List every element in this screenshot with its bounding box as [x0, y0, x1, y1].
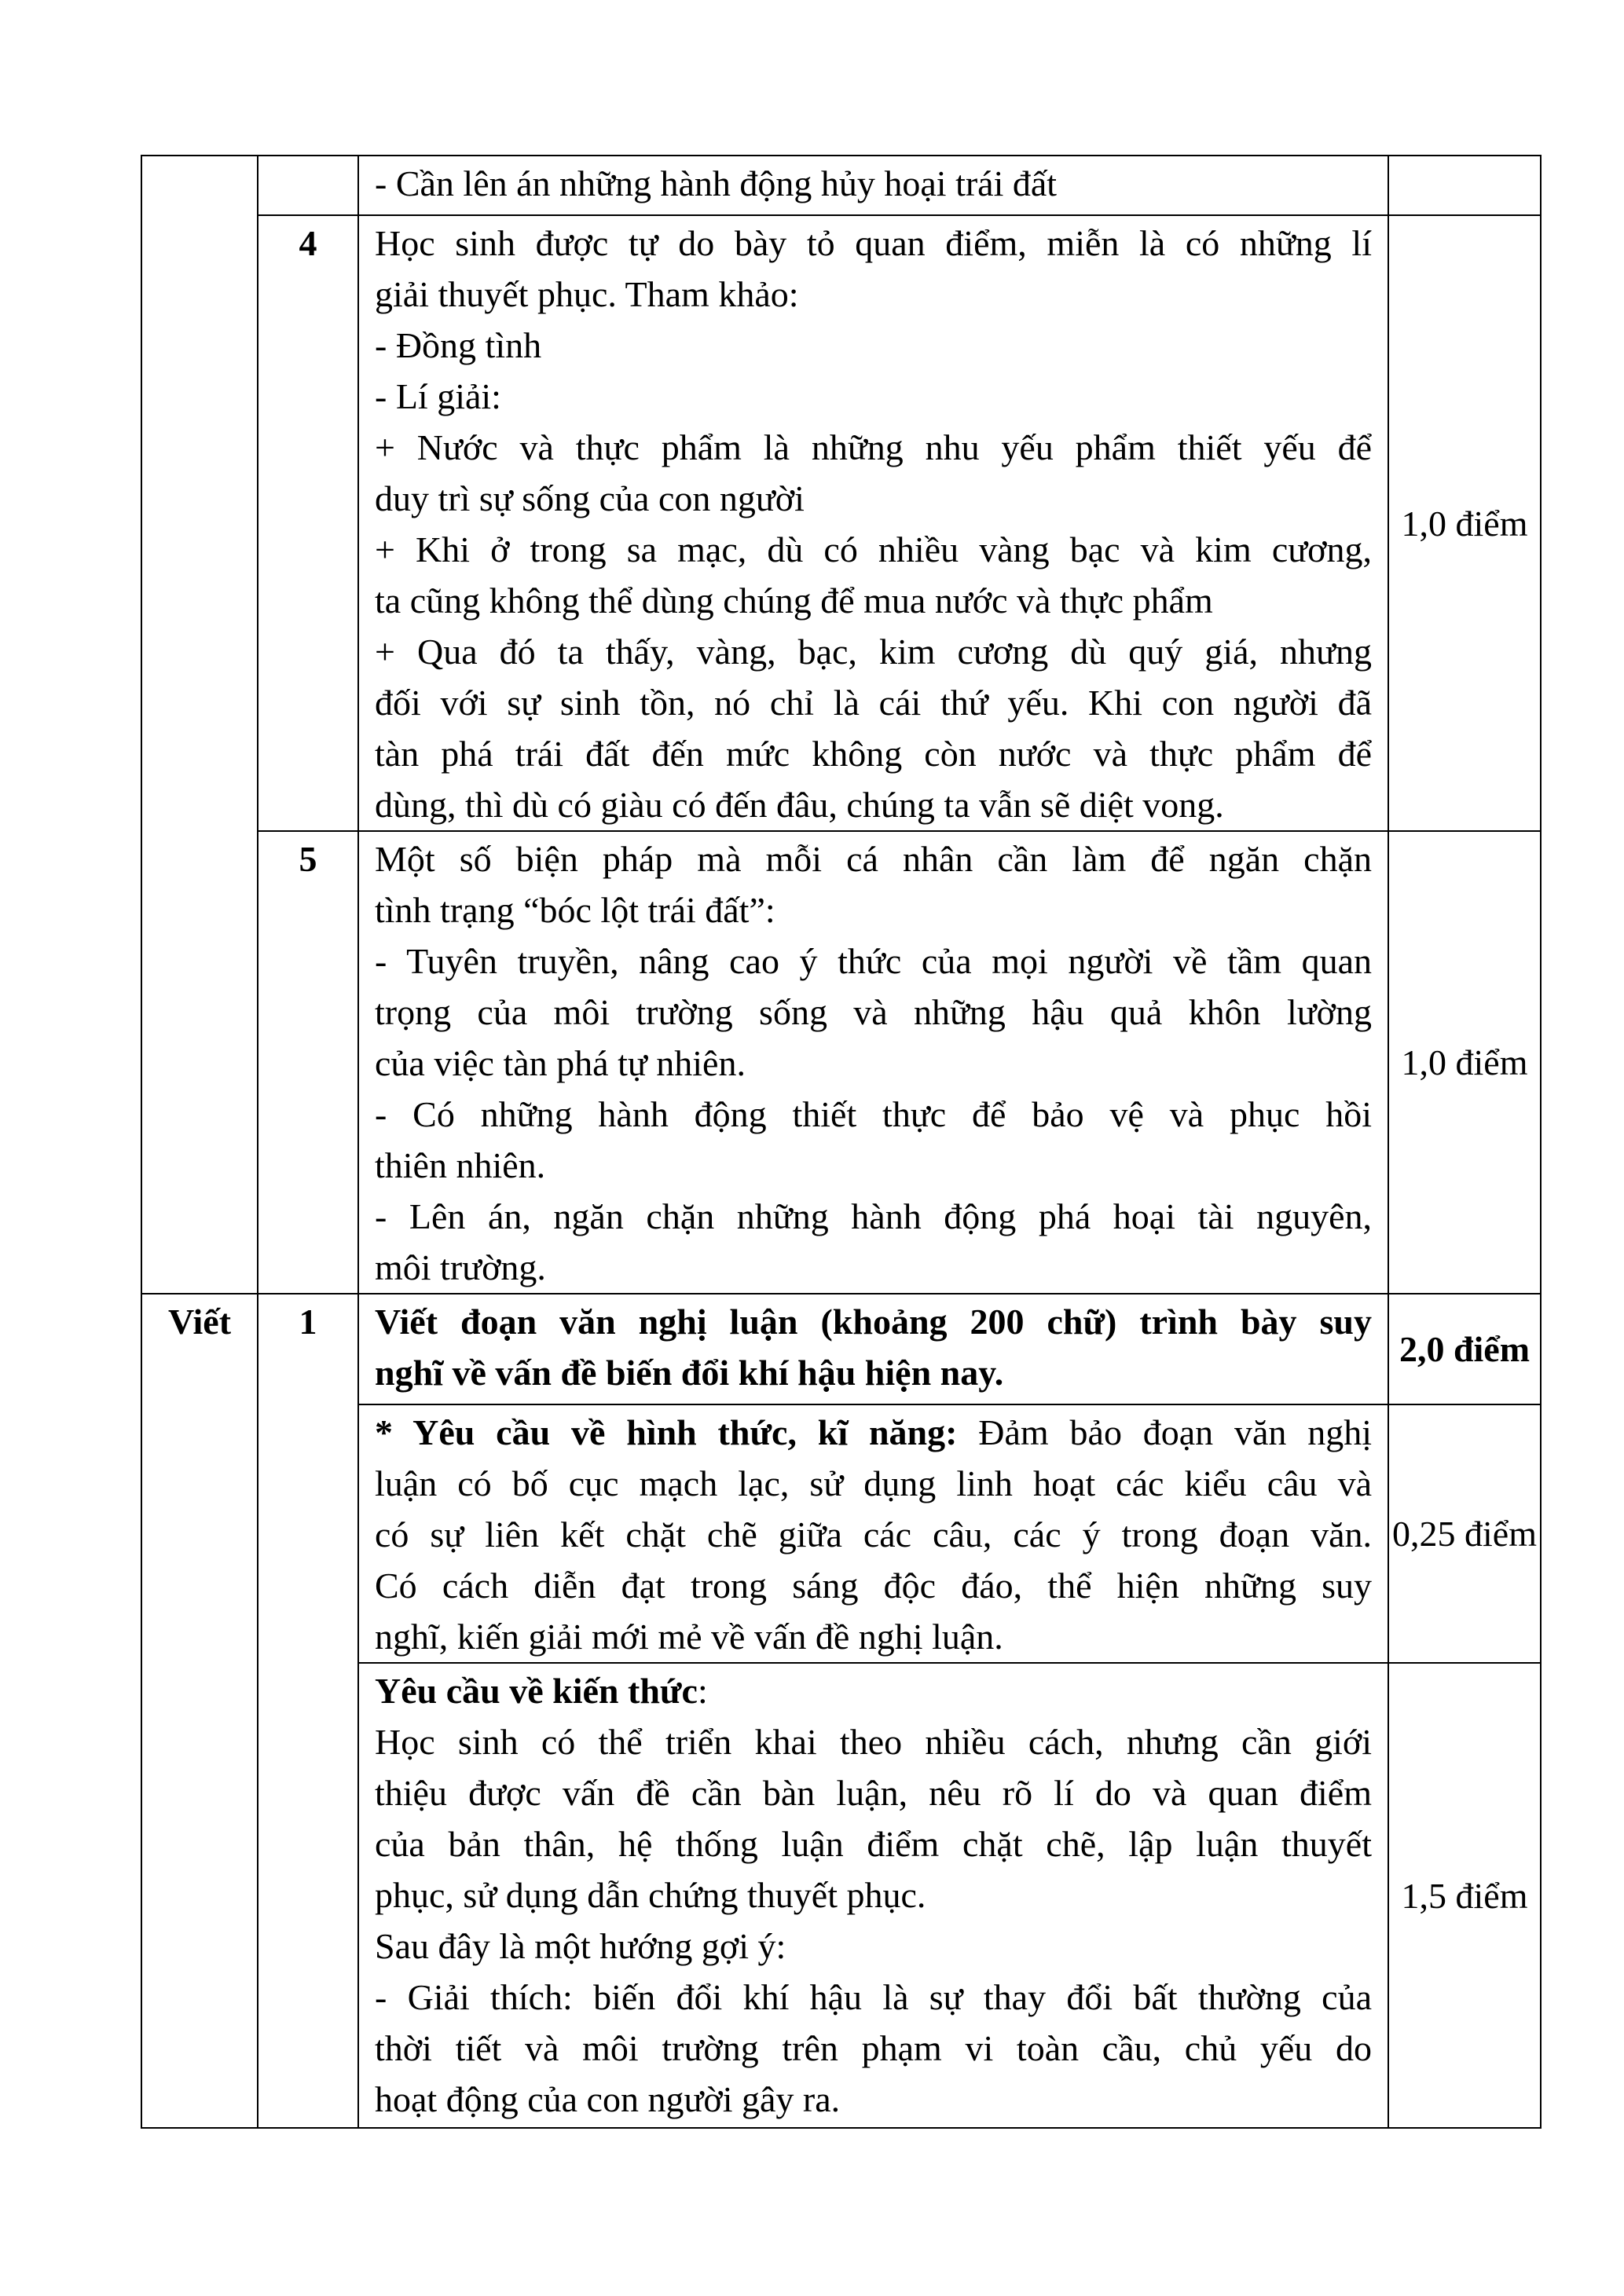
points-cell — [1388, 156, 1541, 215]
line-text: môi trường. — [375, 1247, 546, 1287]
text-line — [375, 728, 1372, 779]
line-text: - Đồng tình — [375, 325, 542, 365]
text-line — [375, 1869, 1372, 1921]
line-text: - Cần lên án những hành động hủy hoại trái đất — [375, 163, 1058, 203]
text-line — [375, 371, 1372, 422]
question-cell — [258, 831, 358, 1294]
text-line — [375, 2023, 1372, 2074]
question-number: 4 — [299, 223, 317, 263]
text-line — [375, 422, 1372, 473]
line-text: : — [697, 1671, 708, 1711]
question-cell — [258, 156, 358, 215]
text-line — [375, 1347, 1372, 1398]
points-cell: 0,25 điểm — [1388, 1404, 1541, 1663]
text-line — [375, 575, 1372, 626]
text-line — [375, 1458, 1372, 1509]
line-text: có sự liên kết chặt chẽ giữa các câu, các ý trong đoạn văn. — [375, 1514, 1372, 1554]
text-line — [375, 1972, 1372, 2023]
content-cell — [358, 156, 1388, 215]
text-line — [375, 269, 1372, 320]
content-cell — [358, 1663, 1388, 2128]
points-cell: 1,0 điểm — [1388, 831, 1541, 1294]
text-line — [375, 524, 1372, 575]
text-line — [375, 473, 1372, 524]
content-cell — [358, 215, 1388, 831]
text-line — [375, 158, 1372, 209]
line-text: Học sinh có thể triển khai theo nhiều cách, nhưng cần giới — [375, 1722, 1372, 1762]
line-text: duy trì sự sống của con người — [375, 478, 805, 518]
line-text: - Giải thích: biến đổi khí hậu là sự thay đổi bất thường của — [375, 1977, 1372, 2017]
text-line — [375, 1191, 1372, 1242]
line-text: của bản thân, hệ thống luận điểm chặt chẽ, lập luận thuyết — [375, 1824, 1372, 1864]
line-text: tình trạng “bóc lột trái đất”: — [375, 890, 775, 930]
section-cell — [141, 1294, 258, 2128]
line-text: thiên nhiên. — [375, 1145, 546, 1185]
points-cell: 1,0 điểm — [1388, 215, 1541, 831]
content-cell — [358, 1294, 1388, 1404]
line-text: + Qua đó ta thấy, vàng, bạc, kim cương dù quý giá, nhưng — [375, 632, 1372, 672]
line-text: - Tuyên truyền, nâng cao ý thức của mọi người về tầm quan — [375, 941, 1372, 981]
question-cell — [258, 215, 358, 831]
text-line — [375, 1242, 1372, 1293]
line-text: tàn phá trái đất đến mức không còn nước và thực phẩm để — [375, 734, 1372, 774]
points-cell: 2,0 điểm — [1388, 1294, 1541, 1404]
text-line — [375, 320, 1372, 371]
question-cell — [258, 1294, 358, 2128]
text-line — [375, 779, 1372, 830]
question-number: 5 — [299, 839, 317, 879]
line-text: + Khi ở trong sa mạc, dù có nhiều vàng bạc và kim cương, — [375, 529, 1372, 569]
line-text: đối với sự sinh tồn, nó chỉ là cái thứ yếu. Khi con người đã — [375, 683, 1372, 723]
line-text: Đảm bảo đoạn văn nghị — [957, 1412, 1373, 1452]
text-line — [375, 1716, 1372, 1767]
text-line — [375, 1407, 1372, 1458]
table-row — [141, 1294, 1541, 1404]
text-line — [375, 1665, 1372, 1716]
line-text: - Lí giải: — [375, 376, 501, 416]
line-text: hoạt động của con người gây ra. — [375, 2079, 841, 2119]
line-text: ta cũng không thể dùng chúng để mua nước và thực phẩm — [375, 580, 1213, 621]
line-text: dùng, thì dù có giàu có đến đâu, chúng ta vẫn sẽ diệt vong. — [375, 785, 1224, 825]
line-text: Một số biện pháp mà mỗi cá nhân cần làm để ngăn chặn — [375, 839, 1372, 879]
points-cell: 1,5 điểm — [1388, 1663, 1541, 2128]
content-cell — [358, 1404, 1388, 1663]
bold-text: Viết đoạn văn nghị luận (khoảng 200 chữ) trình bày suy — [375, 1302, 1372, 1342]
line-text: - Lên án, ngăn chặn những hành động phá hoại tài nguyên, — [375, 1196, 1372, 1236]
line-text: phục, sử dụng dẫn chứng thuyết phục. — [375, 1875, 926, 1915]
content-cell — [358, 831, 1388, 1294]
text-line — [375, 936, 1372, 987]
line-text: Sau đây là một hướng gợi ý: — [375, 1926, 786, 1966]
line-text: của việc tàn phá tự nhiên. — [375, 1043, 746, 1083]
text-line — [375, 1818, 1372, 1869]
text-line — [375, 2074, 1372, 2125]
bold-text: Yêu cầu về kiến thức — [375, 1671, 698, 1711]
bold-text: * Yêu cầu về hình thức, kĩ năng: — [375, 1412, 958, 1452]
line-text: thiệu được vấn đề cần bàn luận, nêu rõ lí do và quan điểm — [375, 1773, 1372, 1813]
table-row — [141, 215, 1541, 831]
bold-text: nghĩ về vấn đề biến đổi khí hậu hiện nay. — [375, 1353, 1004, 1393]
question-number: 1 — [299, 1302, 317, 1342]
text-line — [375, 1611, 1372, 1662]
line-text: + Nước và thực phẩm là những nhu yếu phẩm thiết yếu để — [375, 427, 1372, 467]
text-line — [375, 1089, 1372, 1140]
text-line — [375, 626, 1372, 677]
text-line — [375, 677, 1372, 728]
text-line — [375, 1767, 1372, 1818]
text-line — [375, 1509, 1372, 1560]
line-text: Có cách diễn đạt trong sáng độc đáo, thể hiện những suy — [375, 1565, 1372, 1606]
text-line — [375, 987, 1372, 1038]
text-line — [375, 218, 1372, 269]
line-text: nghĩ, kiến giải mới mẻ về vấn đề nghị luận. — [375, 1617, 1003, 1657]
line-text: - Có những hành động thiết thực để bảo vệ và phục hồi — [375, 1094, 1372, 1134]
line-text: luận có bố cục mạch lạc, sử dụng linh hoạt các kiểu câu và — [375, 1463, 1372, 1503]
text-line — [375, 1140, 1372, 1191]
section-label: Viết — [167, 1302, 232, 1342]
line-text: trọng của môi trường sống và những hậu quả khôn lường — [375, 992, 1372, 1032]
line-text: thời tiết và môi trường trên phạm vi toàn cầu, chủ yếu do — [375, 2028, 1372, 2068]
text-line — [375, 1921, 1372, 1972]
text-line — [375, 1038, 1372, 1089]
table-row — [141, 831, 1541, 1294]
section-cell — [141, 156, 258, 1294]
text-line — [375, 1296, 1372, 1347]
text-line — [375, 1560, 1372, 1611]
table-row — [141, 156, 1541, 215]
line-text: Học sinh được tự do bày tỏ quan điểm, miễn là có những lí — [375, 223, 1372, 263]
answer-key-table — [141, 155, 1542, 2129]
line-text: giải thuyết phục. Tham khảo: — [375, 274, 799, 314]
text-line — [375, 884, 1372, 936]
text-line — [375, 833, 1372, 884]
